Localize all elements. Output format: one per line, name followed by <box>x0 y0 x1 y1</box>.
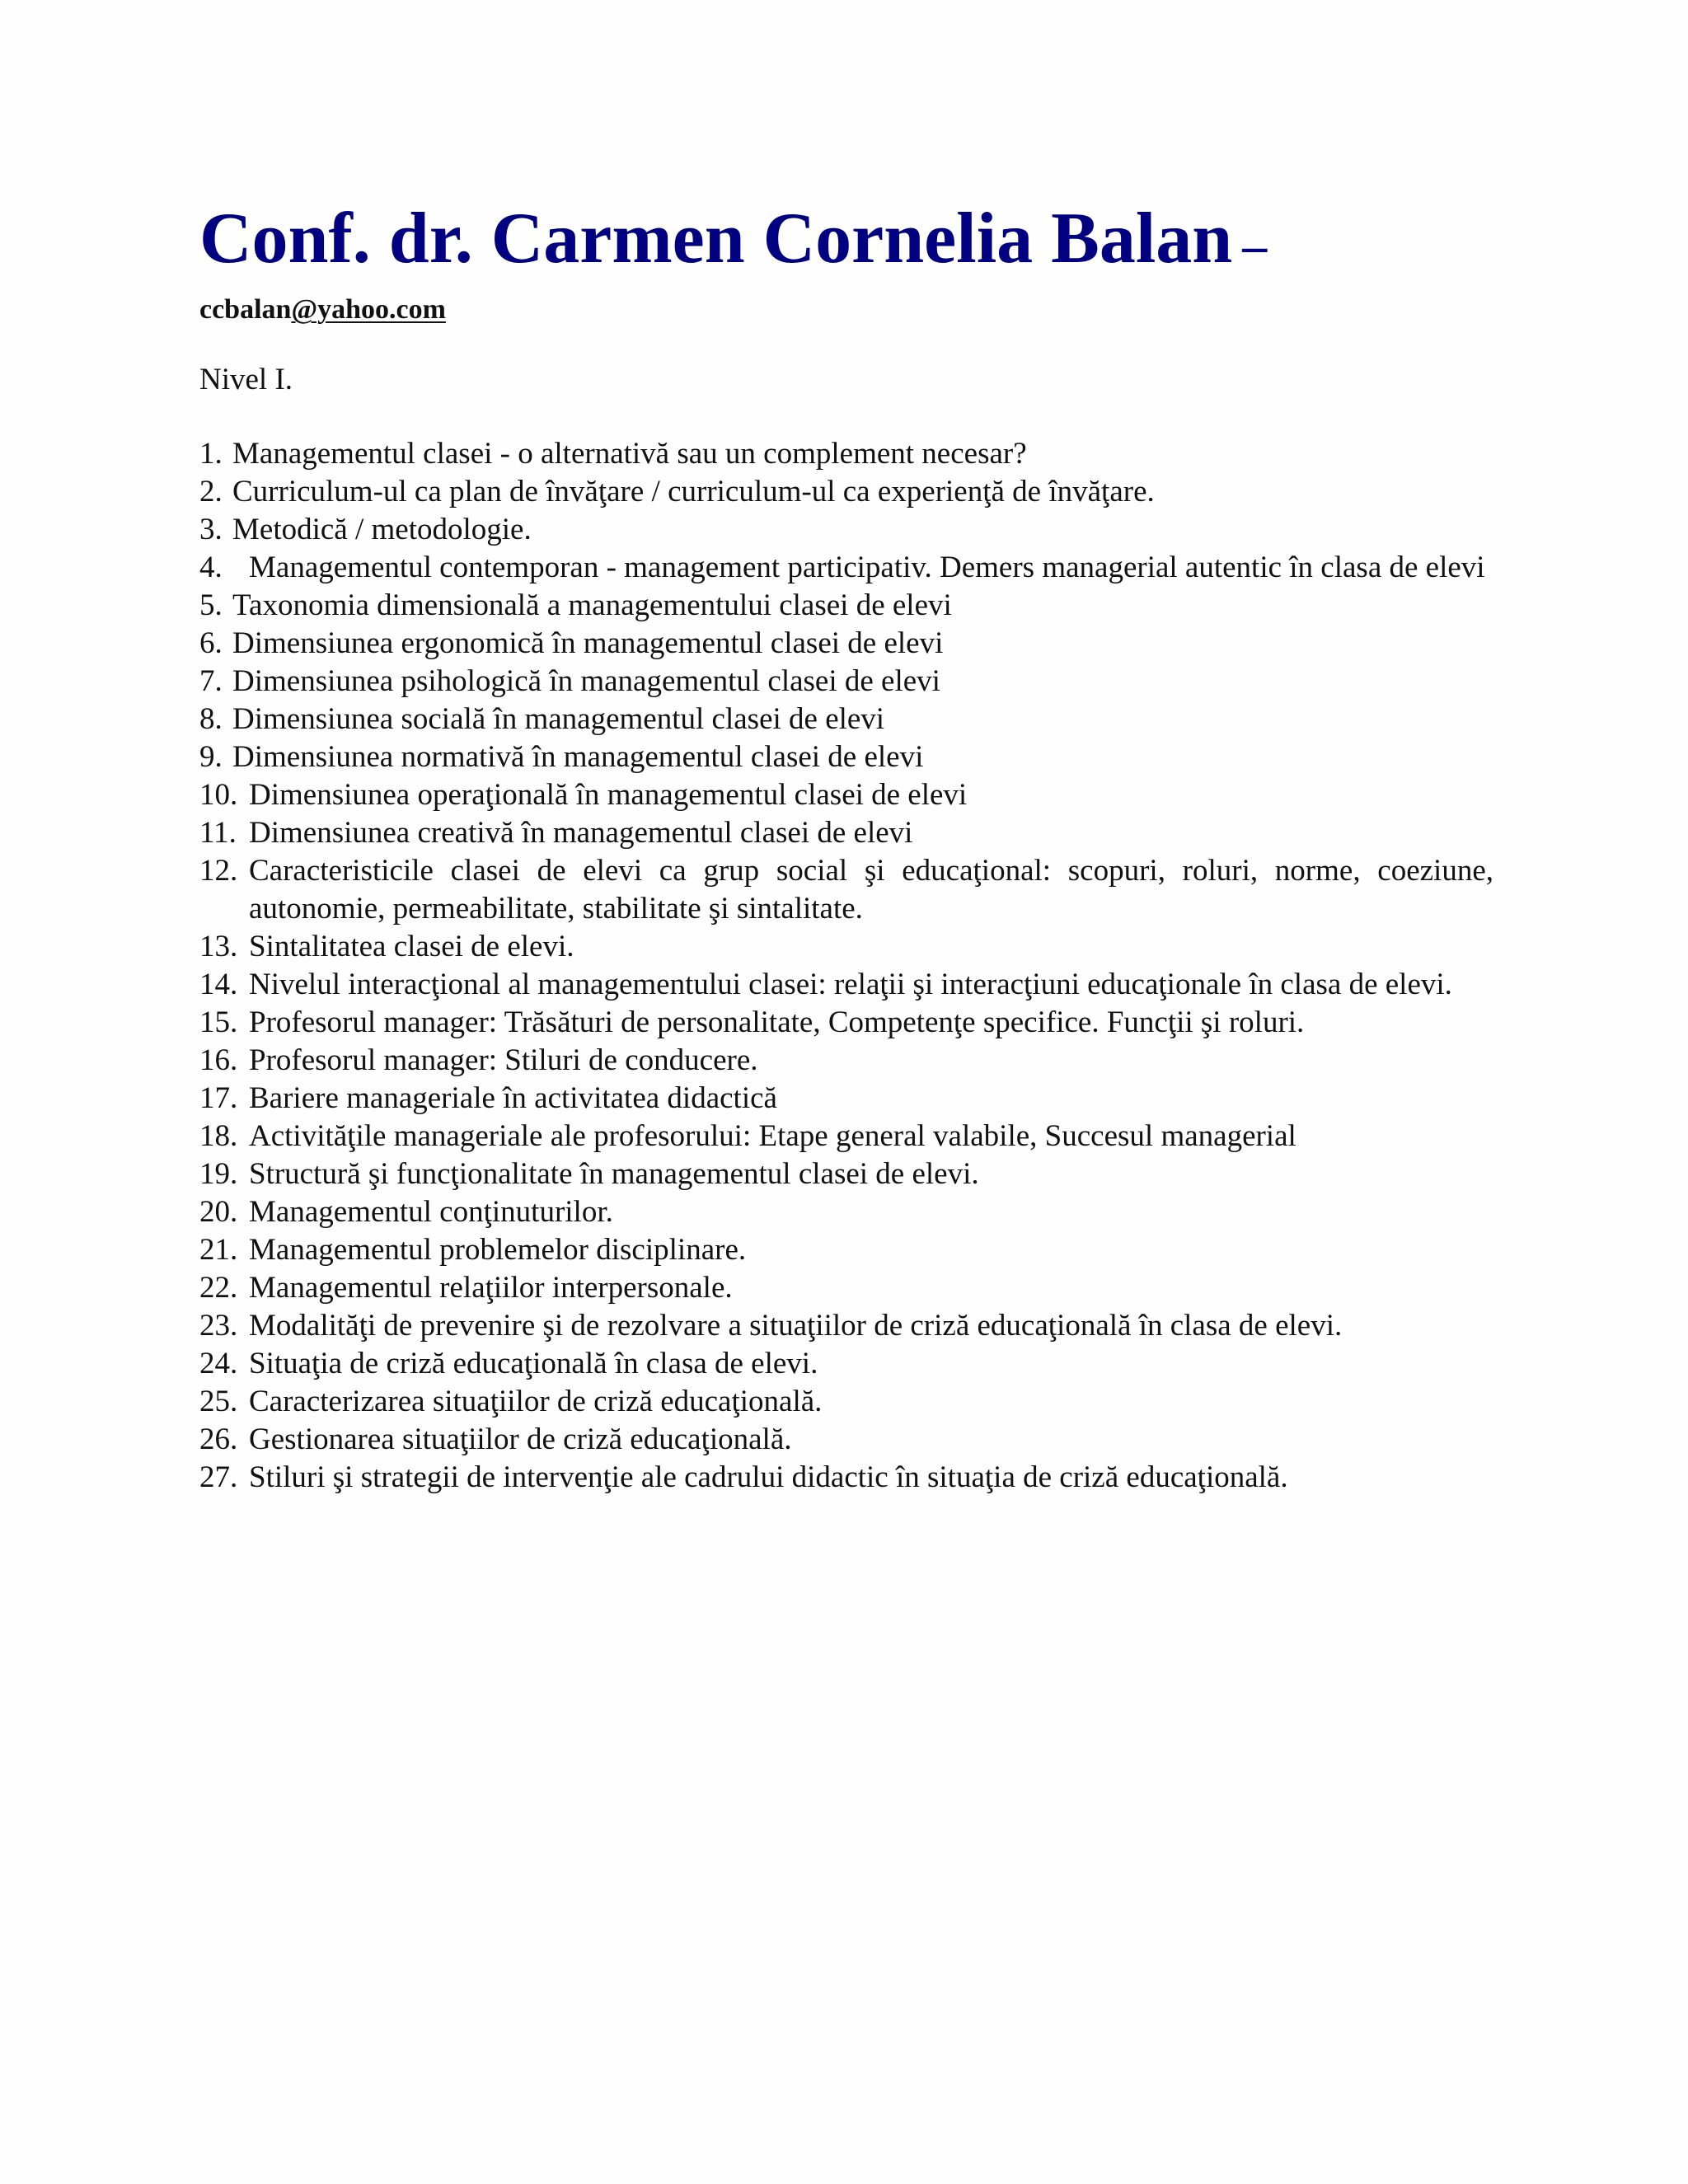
item-number: 9. <box>199 740 223 774</box>
email-line <box>199 293 1493 326</box>
page-title <box>199 198 1493 287</box>
item-number: 26. <box>199 1422 238 1456</box>
item-number: 1. <box>199 437 223 471</box>
item-text: Dimensiunea creativă în managementul clasei de elevi <box>249 816 913 850</box>
list-item <box>199 511 1493 549</box>
item-text: Metodică / metodologie. <box>232 513 532 546</box>
item-number: 4. <box>199 551 223 584</box>
item-number: 24. <box>199 1347 238 1380</box>
item-text: Bariere manageriale în activitatea didactică <box>249 1081 777 1115</box>
item-number: 8. <box>199 702 223 736</box>
list-item <box>199 549 1493 587</box>
topic-list <box>199 435 1493 1497</box>
item-text: Sintalitatea clasei de elevi. <box>249 930 574 963</box>
list-item <box>199 738 1493 776</box>
item-text: Dimensiunea psihologică în managementul clasei de elevi <box>232 664 940 698</box>
list-item <box>199 852 1493 928</box>
item-number: 15. <box>199 1005 238 1039</box>
item-number: 23. <box>199 1309 238 1343</box>
item-number: 17. <box>199 1081 238 1115</box>
item-text: Activităţile manageriale ale profesorului: Etape general valabile, Succesul managerial <box>249 1119 1296 1153</box>
item-text: Caracterizarea situaţiilor de criză educaţională. <box>249 1385 823 1418</box>
item-text: Taxonomia dimensională a managementului clasei de elevi <box>232 588 952 622</box>
item-number: 16. <box>199 1043 238 1077</box>
list-item <box>199 625 1493 663</box>
item-number: 10. <box>199 778 238 812</box>
level-heading: Nivel I. <box>199 363 293 396</box>
list-item <box>199 776 1493 814</box>
item-text: Dimensiunea socială în managementul clasei de elevi <box>232 702 885 736</box>
item-number: 6. <box>199 626 223 660</box>
item-text: Dimensiunea operaţională în managementul clasei de elevi <box>249 778 968 812</box>
item-text: Caracteristicile clasei de elevi ca grup social şi educaţional: scopuri, roluri, norme, coeziune, autonomie, permeabilitate, stabilitate şi sintalitate. <box>249 854 1493 926</box>
email-link[interactable]: @yahoo.com <box>291 294 446 325</box>
list-item <box>199 1345 1493 1383</box>
item-number: 5. <box>199 588 223 622</box>
item-number: 12. <box>199 854 238 888</box>
item-number: 7. <box>199 664 223 698</box>
item-text: Managementul clasei - o alternativă sau un complement necesar? <box>232 437 1027 471</box>
item-number: 27. <box>199 1460 238 1494</box>
list-item <box>199 1459 1493 1497</box>
item-text: Nivelul interacţional al managementului clasei: relaţii şi interacţiuni educaţionale în clasa de elevi. <box>249 968 1452 1001</box>
email-prefix: ccbalan <box>199 294 292 325</box>
item-number: 20. <box>199 1195 238 1229</box>
list-item <box>199 1080 1493 1118</box>
item-number: 18. <box>199 1119 238 1153</box>
list-item <box>199 1042 1493 1080</box>
title-text: Conf. dr. Carmen Cornelia Balan <box>199 199 1233 279</box>
item-number: 25. <box>199 1385 238 1418</box>
item-text: Gestionarea situaţiilor de criză educaţională. <box>249 1422 792 1456</box>
item-number: 11. <box>199 816 237 850</box>
item-text: Managementul contemporan - management participativ. Demers managerial autentic în clasa de elevi <box>249 551 1485 584</box>
item-number: 21. <box>199 1233 238 1267</box>
list-item <box>199 473 1493 511</box>
item-number: 14. <box>199 968 238 1001</box>
item-number: 22. <box>199 1271 238 1305</box>
item-number: 13. <box>199 930 238 963</box>
list-item <box>199 966 1493 1004</box>
list-item <box>199 663 1493 701</box>
title-dash: – <box>1242 218 1268 273</box>
list-item <box>199 814 1493 852</box>
item-text: Stiluri şi strategii de intervenţie ale cadrului didactic în situaţia de criză educaţională. <box>249 1460 1288 1494</box>
list-item <box>199 1193 1493 1231</box>
list-item <box>199 435 1493 473</box>
list-item <box>199 1118 1493 1155</box>
item-number: 2. <box>199 475 223 509</box>
document-page <box>199 198 1493 1497</box>
list-item <box>199 1307 1493 1345</box>
item-text: Dimensiunea ergonomică în managementul clasei de elevi <box>232 626 944 660</box>
item-text: Managementul conţinuturilor. <box>249 1195 613 1229</box>
item-text: Profesorul manager: Stiluri de conducere. <box>249 1043 758 1077</box>
item-text: Managementul problemelor disciplinare. <box>249 1233 747 1267</box>
item-text: Managementul relaţiilor interpersonale. <box>249 1271 733 1305</box>
item-text: Modalităţi de prevenire şi de rezolvare a situaţiilor de criză educaţională în clasa de elevi. <box>249 1309 1343 1343</box>
list-item <box>199 587 1493 625</box>
list-item <box>199 1421 1493 1459</box>
item-text: Dimensiunea normativă în managementul clasei de elevi <box>232 740 924 774</box>
list-item <box>199 1383 1493 1421</box>
list-item <box>199 701 1493 738</box>
item-text: Curriculum-ul ca plan de învăţare / curriculum-ul ca experienţă de învăţare. <box>232 475 1155 509</box>
item-number: 19. <box>199 1157 238 1191</box>
list-item <box>199 1269 1493 1307</box>
list-item <box>199 1155 1493 1193</box>
item-text: Structură şi funcţionalitate în managementul clasei de elevi. <box>249 1157 979 1191</box>
list-item <box>199 1004 1493 1042</box>
item-text: Situaţia de criză educaţională în clasa de elevi. <box>249 1347 818 1380</box>
list-item <box>199 1231 1493 1269</box>
item-text: Profesorul manager: Trăsături de personalitate, Competenţe specifice. Funcţii şi roluri. <box>249 1005 1305 1039</box>
item-number: 3. <box>199 513 223 546</box>
list-item <box>199 928 1493 966</box>
